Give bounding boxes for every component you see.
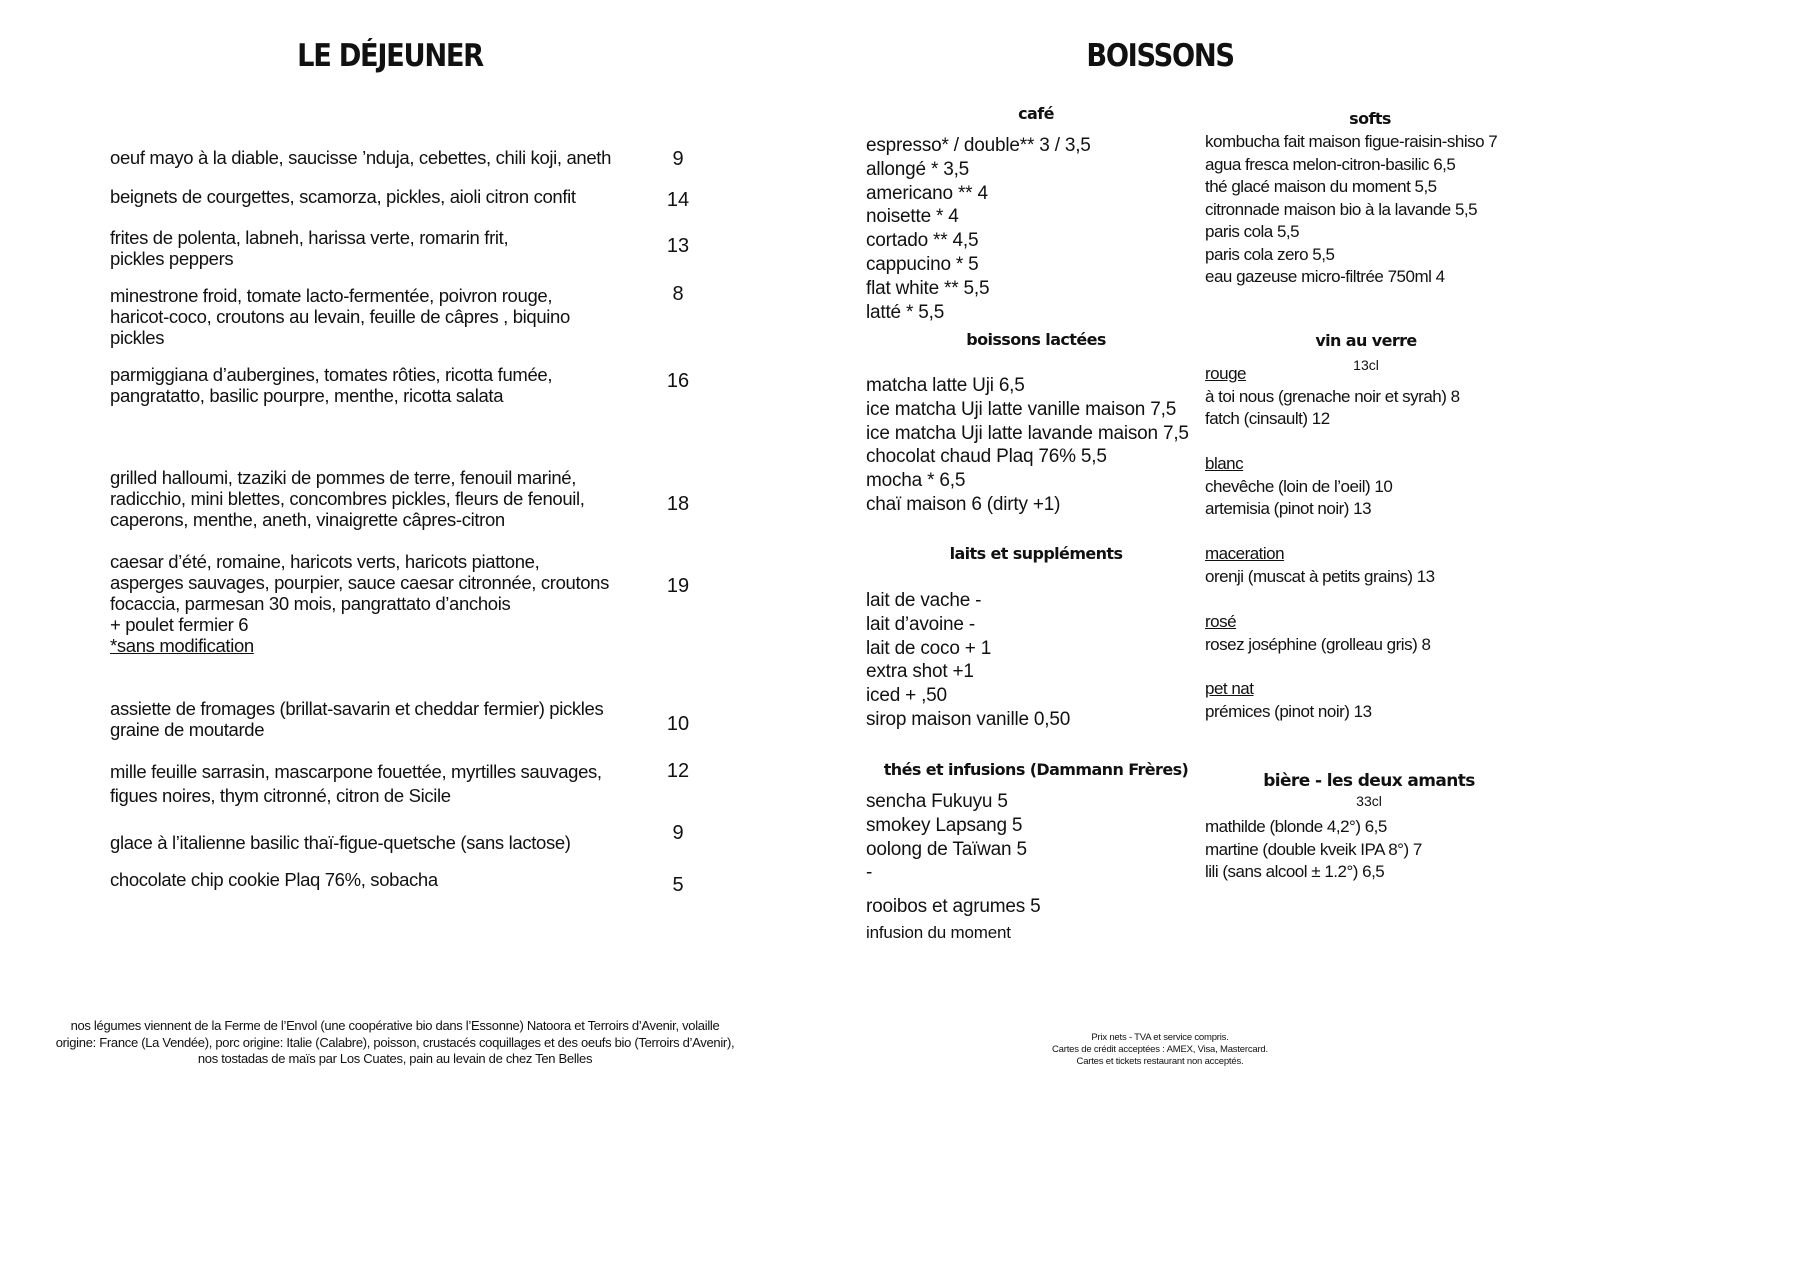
list-item: chaï maison 6 (dirty +1) bbox=[866, 493, 1061, 515]
wine-category-label: rosé bbox=[1205, 612, 1237, 631]
list-item: matcha latte Uji 6,5 bbox=[866, 375, 1025, 396]
list-item: cappucino * 5 bbox=[866, 253, 979, 275]
lunch-title: LE DÉJEUNER bbox=[297, 38, 483, 74]
menu-item-name: chocolate chip cookie Plaq 76%, sobacha bbox=[110, 869, 438, 890]
menu-item-name: glace à l’italienne basilic thaï-figue-quetsche (sans lactose) bbox=[110, 832, 571, 853]
menu-item-name: oeuf mayo à la diable, saucisse ’nduja, cebettes, chili koji, aneth bbox=[110, 147, 612, 168]
wine-group-rouge bbox=[1205, 363, 1460, 431]
list-item: - bbox=[866, 862, 873, 884]
list-item: smokey Lapsang 5 bbox=[866, 814, 1023, 836]
drinks-title: BOISSONS bbox=[1086, 38, 1234, 74]
menu-item-name: caesar d’été, romaine, haricots verts, haricots piattone, asperges sauvages, pourpier, sauce caesar citronnée, croutons focaccia, parmesan 30 mois, pangrattato d’anchois + poulet fermier 6 bbox=[110, 551, 610, 635]
section-heading-lactees: boissons lactées bbox=[966, 330, 1106, 349]
wine-group-blanc bbox=[1205, 453, 1392, 521]
list-item: artemisia (pinot noir) 13 bbox=[1205, 499, 1372, 518]
list-item: kombucha fait maison figue-raisin-shiso 7 bbox=[1205, 132, 1498, 151]
menu-item-price: 5 bbox=[672, 874, 684, 896]
list-item: ice matcha Uji latte vanille maison 7,5 bbox=[866, 398, 1177, 420]
menu-item-name: frites de polenta, labneh, harissa verte, romarin frit, pickles peppers bbox=[110, 227, 509, 269]
list-item: paris cola 5,5 bbox=[1205, 222, 1300, 241]
menu-item-price: 13 bbox=[666, 235, 690, 257]
section-heading-softs: softs bbox=[1349, 109, 1391, 128]
sourcing-footnote: nos légumes viennent de la Ferme de l’Envol (une coopérative bio dans l’Essonne) Natoora et Terroirs d’Avenir, volaille origine: France (La Vendée), porc origine: Italie (Calabre), poisson, crustacés coquillages et des oeufs bio (Terroirs d’Avenir), nos tostadas de maïs par Los Cuates, pain au levain de chez Ten Belles bbox=[55, 1018, 735, 1066]
menu-item-price: 14 bbox=[666, 189, 690, 211]
menu-item-price: 10 bbox=[666, 713, 690, 735]
lactees-list bbox=[866, 374, 1189, 517]
list-item: martine (double kveik IPA 8°) 7 bbox=[1205, 839, 1422, 859]
thes-list bbox=[866, 790, 1027, 885]
section-heading-cafe: café bbox=[1018, 104, 1054, 123]
menu-item-name: mille feuille sarrasin, mascarpone fouettée, myrtilles sauvages, figues noires, thym citronné, citron de Sicile bbox=[110, 761, 602, 806]
menu-item-price: 12 bbox=[666, 760, 690, 782]
menu-item-name: parmiggiana d’aubergines, tomates rôties, ricotta fumée, pangratatto, basilic pourpre, menthe, ricotta salata bbox=[110, 364, 553, 406]
wine-group-rose bbox=[1205, 611, 1430, 656]
list-item: americano ** 4 bbox=[866, 182, 988, 204]
list-item: lait de coco + 1 bbox=[866, 637, 992, 659]
list-item: thé glacé maison du moment 5,5 bbox=[1205, 177, 1437, 196]
list-item: rooibos et agrumes 5 bbox=[866, 896, 1041, 917]
wine-category-label: maceration bbox=[1205, 544, 1285, 563]
menu-item-price: 9 bbox=[672, 148, 684, 170]
menu-item-name: grilled halloumi, tzaziki de pommes de terre, fenouil mariné, radicchio, mini blettes, concombres pickles, fleurs de fenouil, caperons, menthe, aneth, vinaigrette câpres-citron bbox=[110, 467, 585, 530]
wine-group-maceration bbox=[1205, 543, 1435, 588]
list-item: cortado ** 4,5 bbox=[866, 230, 979, 252]
list-item: chevêche (loin de l’oeil) 10 bbox=[1205, 476, 1393, 496]
list-item: paris cola zero 5,5 bbox=[1205, 244, 1335, 264]
softs-list bbox=[1205, 131, 1497, 289]
list-item: sirop maison vanille 0,50 bbox=[866, 708, 1071, 730]
list-item: fatch (cinsault) 12 bbox=[1205, 409, 1330, 428]
list-item: flat white ** 5,5 bbox=[866, 277, 990, 299]
section-heading-vin: vin au verre bbox=[1315, 331, 1417, 350]
list-item: prémices (pinot noir) 13 bbox=[1205, 701, 1372, 721]
menu-item-price: 9 bbox=[672, 822, 684, 844]
section-heading-biere: bière - les deux amants bbox=[1263, 771, 1475, 791]
list-item: latté * 5,5 bbox=[866, 301, 945, 323]
wine-group-petnat bbox=[1205, 678, 1372, 723]
menu-item-price: 16 bbox=[666, 370, 690, 392]
wine-category-label: blanc bbox=[1205, 454, 1244, 473]
payment-footnote bbox=[1000, 1032, 1320, 1068]
list-item: agua fresca melon-citron-basilic 6,5 bbox=[1205, 154, 1456, 174]
list-item: lili (sans alcool ± 1.2°) 6,5 bbox=[1205, 862, 1385, 881]
footnote-line: Prix nets - TVA et service compris. bbox=[1091, 1032, 1229, 1043]
wine-category-label: rouge bbox=[1205, 364, 1246, 383]
list-item: sencha Fukuyu 5 bbox=[866, 791, 1008, 812]
cafe-list bbox=[866, 134, 1091, 324]
menu-item-price: 18 bbox=[666, 493, 690, 515]
list-item: extra shot +1 bbox=[866, 661, 974, 683]
list-item: iced + ,50 bbox=[866, 685, 947, 707]
list-item: citronnade maison bio à la lavande 5,5 bbox=[1205, 199, 1478, 219]
list-item: mathilde (blonde 4,2°) 6,5 bbox=[1205, 817, 1387, 836]
list-item: mocha * 6,5 bbox=[866, 470, 966, 492]
list-item: allongé * 3,5 bbox=[866, 158, 970, 180]
section-heading-thes: thés et infusions (Dammann Frères) bbox=[883, 760, 1189, 779]
list-item: chocolat chaud Plaq 76% 5,5 bbox=[866, 446, 1107, 468]
footnote-line: Cartes et tickets restaurant non acceptés. bbox=[1076, 1056, 1244, 1067]
list-item: rosez joséphine (grolleau gris) 8 bbox=[1205, 634, 1431, 654]
list-item: ice matcha Uji latte lavande maison 7,5 bbox=[866, 422, 1189, 444]
list-item: noisette * 4 bbox=[866, 206, 959, 228]
footnote-line: Cartes de crédit acceptées : AMEX, Visa, Mastercard. bbox=[1052, 1044, 1268, 1055]
list-item: à toi nous (grenache noir et syrah) 8 bbox=[1205, 386, 1460, 406]
vin-size: 13cl bbox=[1353, 357, 1379, 373]
menu-item-price: 8 bbox=[672, 283, 684, 305]
menu-item-name: assiette de fromages (brillat-savarin et cheddar fermier) pickles graine de moutarde bbox=[110, 698, 604, 740]
list-item: lait d’avoine - bbox=[866, 613, 975, 635]
biere-list bbox=[1205, 816, 1422, 884]
list-item: espresso* / double** 3 / 3,5 bbox=[866, 135, 1091, 156]
menu-item-note: *sans modification bbox=[110, 635, 254, 656]
wine-category-label: pet nat bbox=[1205, 679, 1254, 698]
laits-list bbox=[866, 589, 1070, 732]
list-item: eau gazeuse micro-filtrée 750ml 4 bbox=[1205, 267, 1445, 286]
list-item: orenji (muscat à petits grains) 13 bbox=[1205, 566, 1435, 586]
list-item: infusion du moment bbox=[866, 923, 1011, 942]
biere-size: 33cl bbox=[1356, 793, 1382, 809]
menu-item-name: beignets de courgettes, scamorza, pickles, aioli citron confit bbox=[110, 186, 576, 207]
menu-item-price: 19 bbox=[666, 575, 690, 597]
list-item: oolong de Taïwan 5 bbox=[866, 838, 1027, 860]
list-item: lait de vache - bbox=[866, 590, 982, 611]
section-heading-laits: laits et suppléments bbox=[949, 544, 1123, 563]
menu-item-name: minestrone froid, tomate lacto-fermentée, poivron rouge, haricot-coco, croutons au levain, feuille de câpres , biquino pickles bbox=[110, 285, 570, 348]
